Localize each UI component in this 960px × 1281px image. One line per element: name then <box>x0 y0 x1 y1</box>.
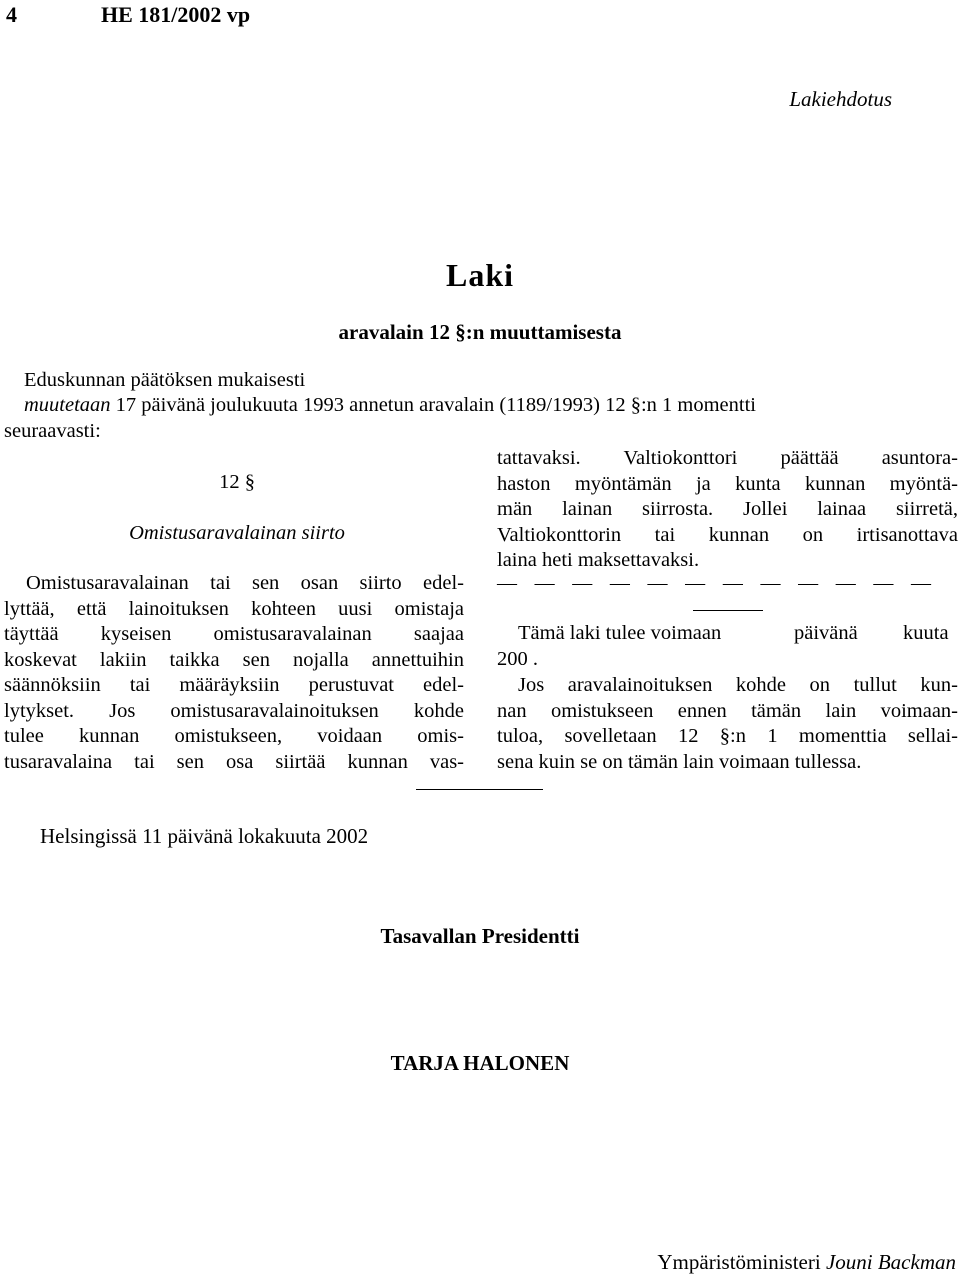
left-column-text <box>4 571 464 775</box>
text-line: koskevat lakiin taikka sen nojalla annettuihin <box>4 648 464 671</box>
text-line: sena kuin se on tämän lain voimaan tullessa. <box>497 750 862 773</box>
text-line: lyttää, että lainoituksen kohteen uusi omistaja <box>4 597 464 620</box>
law-subtitle: aravalain 12 §:n muuttamisesta <box>338 320 622 344</box>
preamble-line: Eduskunnan päätöksen mukaisesti <box>24 369 306 391</box>
entry-into-force-text: Tämä laki tulee voimaan <box>518 622 722 644</box>
text-line: Valtiokonttorin tai kunnan on irtisanottava <box>497 523 958 546</box>
president-title: Tasavallan Presidentti <box>380 924 580 948</box>
text-line: tuloa, sovelletaan 12 §:n 1 momenttia sellai- <box>497 725 958 747</box>
minister-title: Ympäristöministeri <box>657 1250 821 1274</box>
right-column-text <box>497 446 958 574</box>
text-line: laina heti maksettavaksi. <box>497 549 700 571</box>
section-label: Lakiehdotus <box>789 87 892 111</box>
preamble-line: seuraavasti: <box>4 420 101 442</box>
text-line: nan omistukseen ennen tämän lain voimaan- <box>497 699 958 722</box>
president-name: TARJA HALONEN <box>390 1051 570 1075</box>
entry-into-force-year: 200 . <box>497 648 538 670</box>
law-title: Laki <box>445 257 515 293</box>
minister-signature <box>657 1250 956 1275</box>
place-and-date: Helsingissä 11 päivänä lokakuuta 2002 <box>40 824 369 848</box>
document-reference: HE 181/2002 vp <box>101 2 251 27</box>
entry-into-force-month: kuuta <box>903 622 949 644</box>
text-line: haston myöntämän ja kunta kunnan myöntä- <box>497 472 958 495</box>
preamble-clause-text: 17 päivänä joulukuuta 1993 annetun aravalain (1189/1993) 12 §:n 1 momentti <box>110 394 756 416</box>
section-number: 12 § <box>219 471 255 493</box>
text-line: Jos aravalainoituksen kohde on tullut kun- <box>518 674 958 696</box>
transitional-provision <box>497 673 958 775</box>
preamble-verb: muutetaan <box>24 394 111 416</box>
end-rule <box>416 789 543 790</box>
text-line: tulee kunnan omistukseen, voidaan omis- <box>4 725 464 747</box>
text-line: säännöksiin tai määräyksiin perustuvat edel- <box>4 674 464 696</box>
page-number: 4 <box>6 2 17 27</box>
preamble-amending-clause <box>24 394 756 417</box>
text-line: täyttää kyseisen omistusaravalainan saajaa <box>4 623 464 645</box>
text-line: tattavaksi. Valtiokonttori päättää asuntora- <box>497 447 958 469</box>
section-divider <box>693 610 763 611</box>
text-line: tusaravalaina tai sen osa siirtää kunnan vas- <box>4 750 464 773</box>
text-line: Omistusaravalainan tai sen osan siirto edel- <box>26 572 464 594</box>
entry-into-force-day: päivänä <box>794 622 858 644</box>
text-line: män lainan siirrosta. Jollei lainaa siirretä, <box>497 498 958 520</box>
minister-name: Jouni Backman <box>825 1250 956 1274</box>
text-line: lytykset. Jos omistusaravalainoituksen kohde <box>4 699 464 722</box>
section-heading: Omistusaravalainan siirto <box>129 522 345 544</box>
omission-dashes: — — — — — — — — — — — — <box>497 572 931 594</box>
